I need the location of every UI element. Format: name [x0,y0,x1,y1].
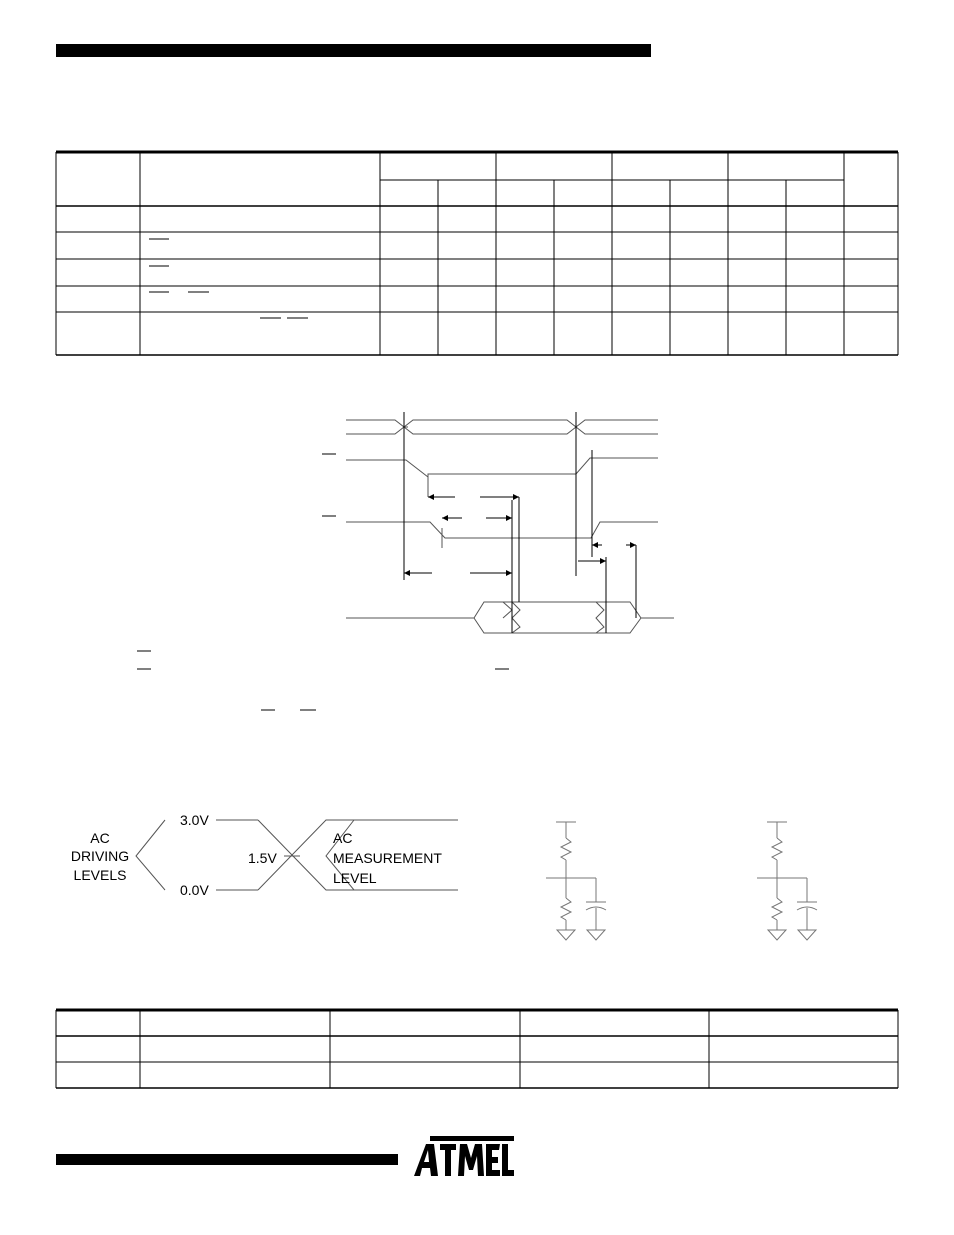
low-voltage-label: 0.0V [180,882,209,898]
measurement-label-line-1: AC [333,830,353,846]
atmel-logo [412,1136,514,1181]
driving-label-line-1: AC [90,830,110,846]
measurement-label-line-3: LEVEL [333,870,377,886]
high-voltage-label: 3.0V [180,812,209,828]
driving-label-line-2: DRIVING [70,848,130,864]
driving-label-line-3: LEVELS [73,867,127,883]
mid-voltage-label: 1.5V [248,850,277,866]
measurement-label-line-2: MEASUREMENT [333,850,442,866]
